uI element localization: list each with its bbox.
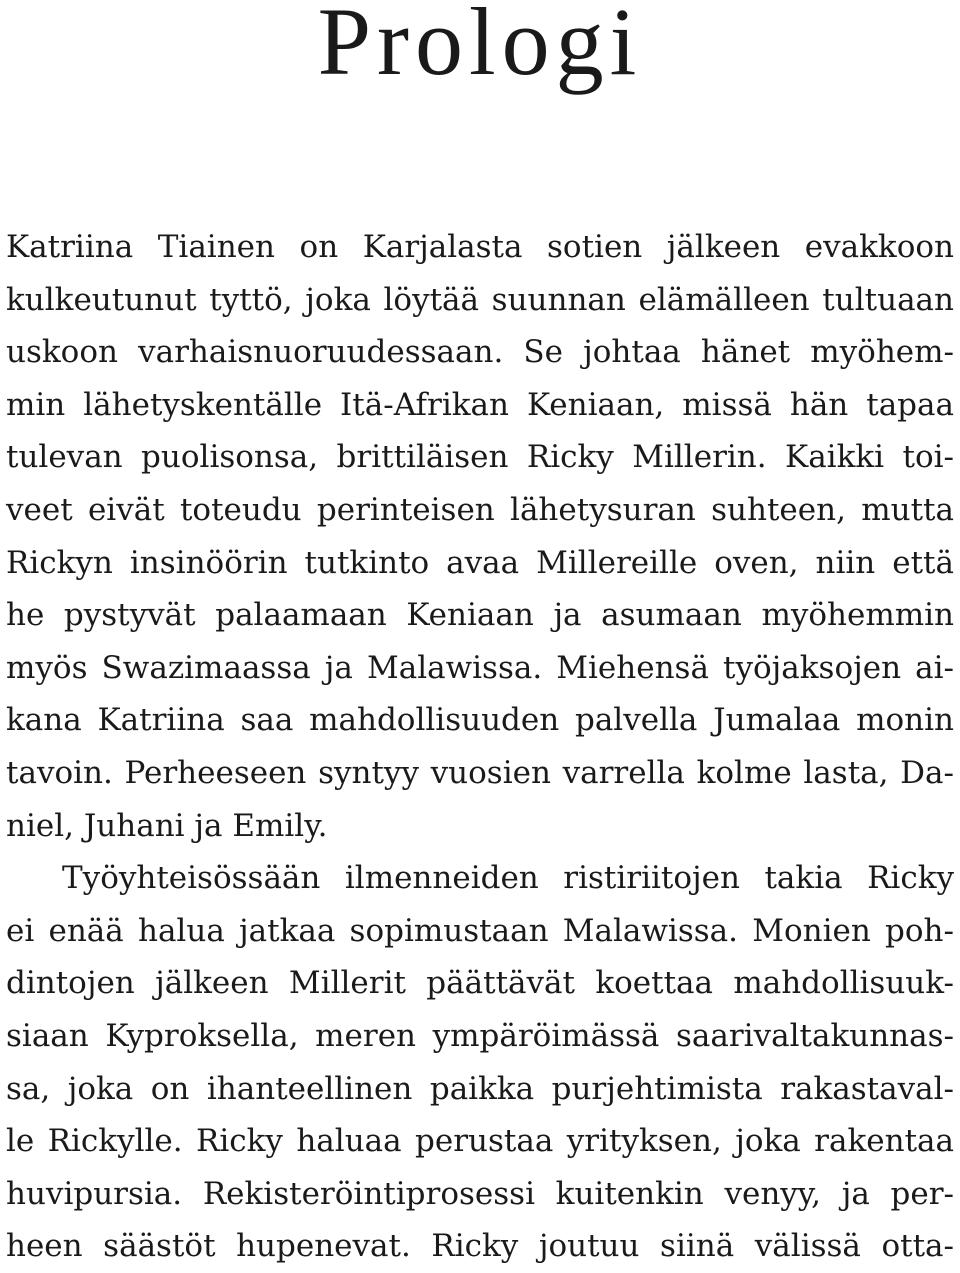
text-line: tavoin. Perheeseen syntyy vuosien varrella kolme lasta, Da- (6, 754, 954, 791)
text-line: le Rickylle. Ricky haluaa perustaa yrityksen, joka rakentaa (6, 1123, 954, 1160)
text-line: ei enää halua jatkaa sopimustaan Malawissa. Monien poh- (6, 912, 954, 949)
text-line: kulkeutunut tyttö, joka löytää suunnan elämälleen tultuaan (6, 281, 954, 318)
text-line: veet eivät toteudu perinteisen lähetysuran suhteen, mutta (6, 491, 954, 528)
text-line: huvipursia. Rekisteröintiprosessi kuitenkin venyy, ja per- (6, 1175, 954, 1212)
text-line: dintojen jälkeen Millerit päättävät koettaa mahdollisuuk- (6, 965, 954, 1002)
text-line: Katriina Tiainen on Karjalasta sotien jälkeen evakkoon (6, 229, 954, 265)
text-line: min lähetyskentälle Itä-Afrikan Keniaan, missä hän tapaa (6, 386, 954, 423)
text-line: Rickyn insinöörin tutkinto avaa Millereille oven, niin että (6, 544, 954, 581)
text-line: niel, Juhani ja Emily. (6, 807, 328, 844)
body-text (6, 221, 954, 1273)
text-line: myös Swazimaassa ja Malawissa. Miehensä työjaksojen ai- (6, 649, 954, 686)
chapter-title: Prologi (317, 0, 643, 95)
text-line: uskoon varhaisnuoruudessaan. Se johtaa hänet myöhem- (6, 334, 954, 371)
text-line: sa, joka on ihanteellinen paikka purjehtimista rakastaval- (6, 1070, 954, 1107)
text-line: he pystyvät palaamaan Keniaan ja asumaan myöhemmin (6, 597, 954, 634)
text-line: heen säästöt hupenevat. Ricky joutuu siinä välissä otta- (6, 1228, 954, 1265)
text-line: tulevan puolisonsa, brittiläisen Ricky Millerin. Kaikki toi- (6, 439, 954, 476)
text-line: kana Katriina saa mahdollisuuden palvella Jumalaa monin (6, 702, 954, 739)
text-line: siaan Kyproksella, meren ympäröimässä saarivaltakunnas- (6, 1017, 954, 1054)
text-line: Työyhteisössään ilmenneiden ristiriitojen takia Ricky (62, 860, 954, 897)
